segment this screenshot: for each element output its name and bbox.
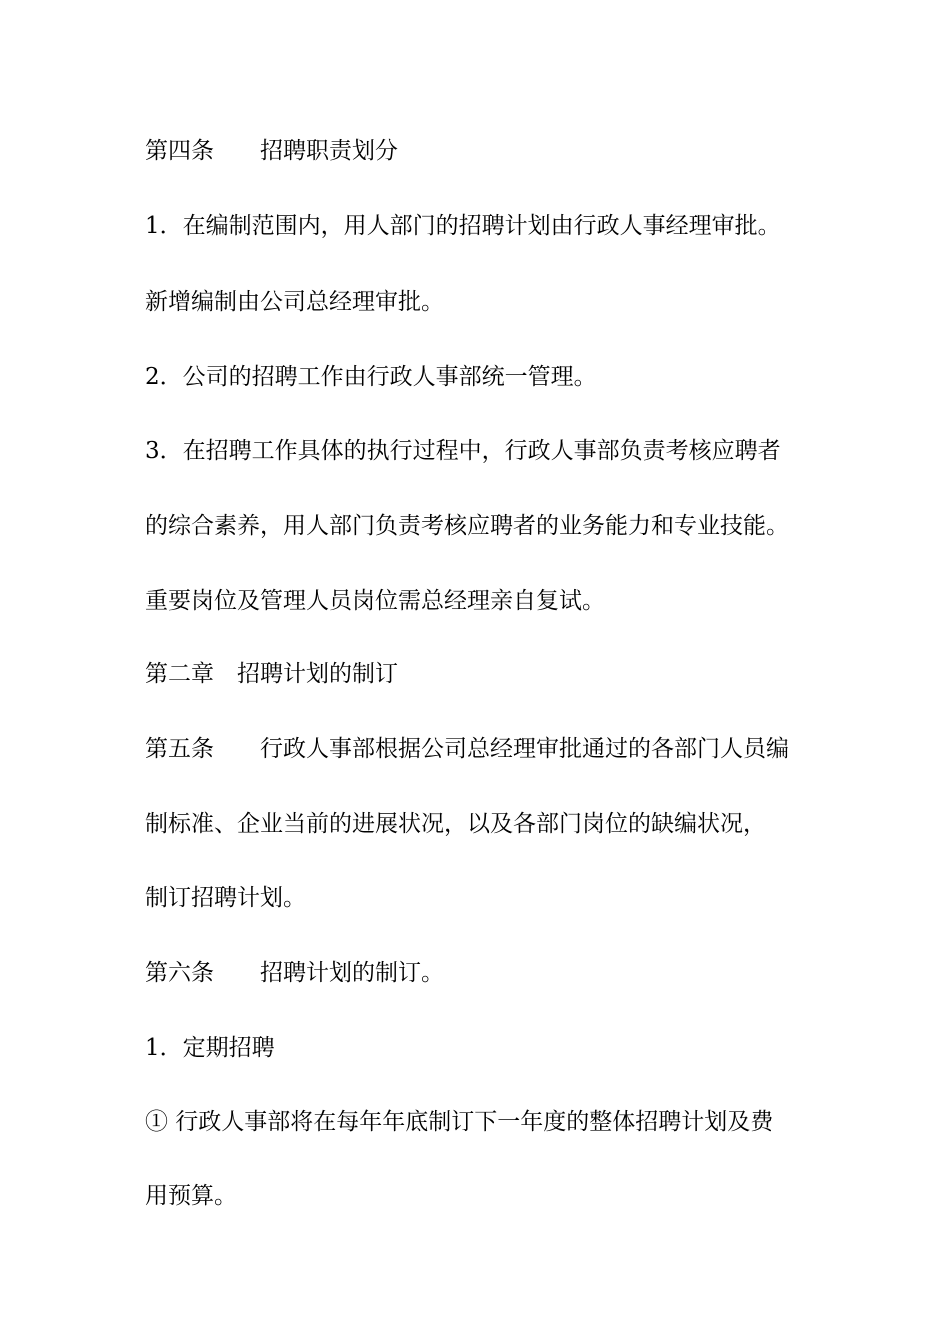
paragraph-line: 2．公司的招聘工作由行政人事部统一管理。: [145, 364, 597, 390]
paragraph-line: 的综合素养，用人部门负责考核应聘者的业务能力和专业技能。: [145, 513, 789, 539]
paragraph-line: ① 行政人事部将在每年年底制订下一年度的整体招聘计划及费: [145, 1109, 774, 1135]
paragraph-line: 制标准、企业当前的进展状况，以及各部门岗位的缺编状况，: [145, 811, 766, 837]
paragraph-line: 重要岗位及管理人员岗位需总经理亲自复试。: [145, 588, 605, 614]
article-6-heading: 第六条 招聘计划的制订。: [145, 960, 444, 986]
list-item-heading: 1．定期招聘: [145, 1035, 275, 1061]
article-4-heading: 第四条 招聘职责划分: [145, 138, 398, 164]
paragraph-line: 用预算。: [145, 1183, 237, 1209]
article-5-heading: 第五条 行政人事部根据公司总经理审批通过的各部门人员编: [145, 736, 789, 762]
paragraph-line: 新增编制由公司总经理审批。: [145, 289, 444, 315]
chapter-2-heading: 第二章 招聘计划的制订: [145, 661, 398, 687]
paragraph-line: 制订招聘计划。: [145, 885, 306, 911]
paragraph-line: 3．在招聘工作具体的执行过程中，行政人事部负责考核应聘者: [145, 438, 781, 464]
paragraph-line: 1．在编制范围内，用人部门的招聘计划由行政人事经理审批。: [145, 213, 781, 239]
